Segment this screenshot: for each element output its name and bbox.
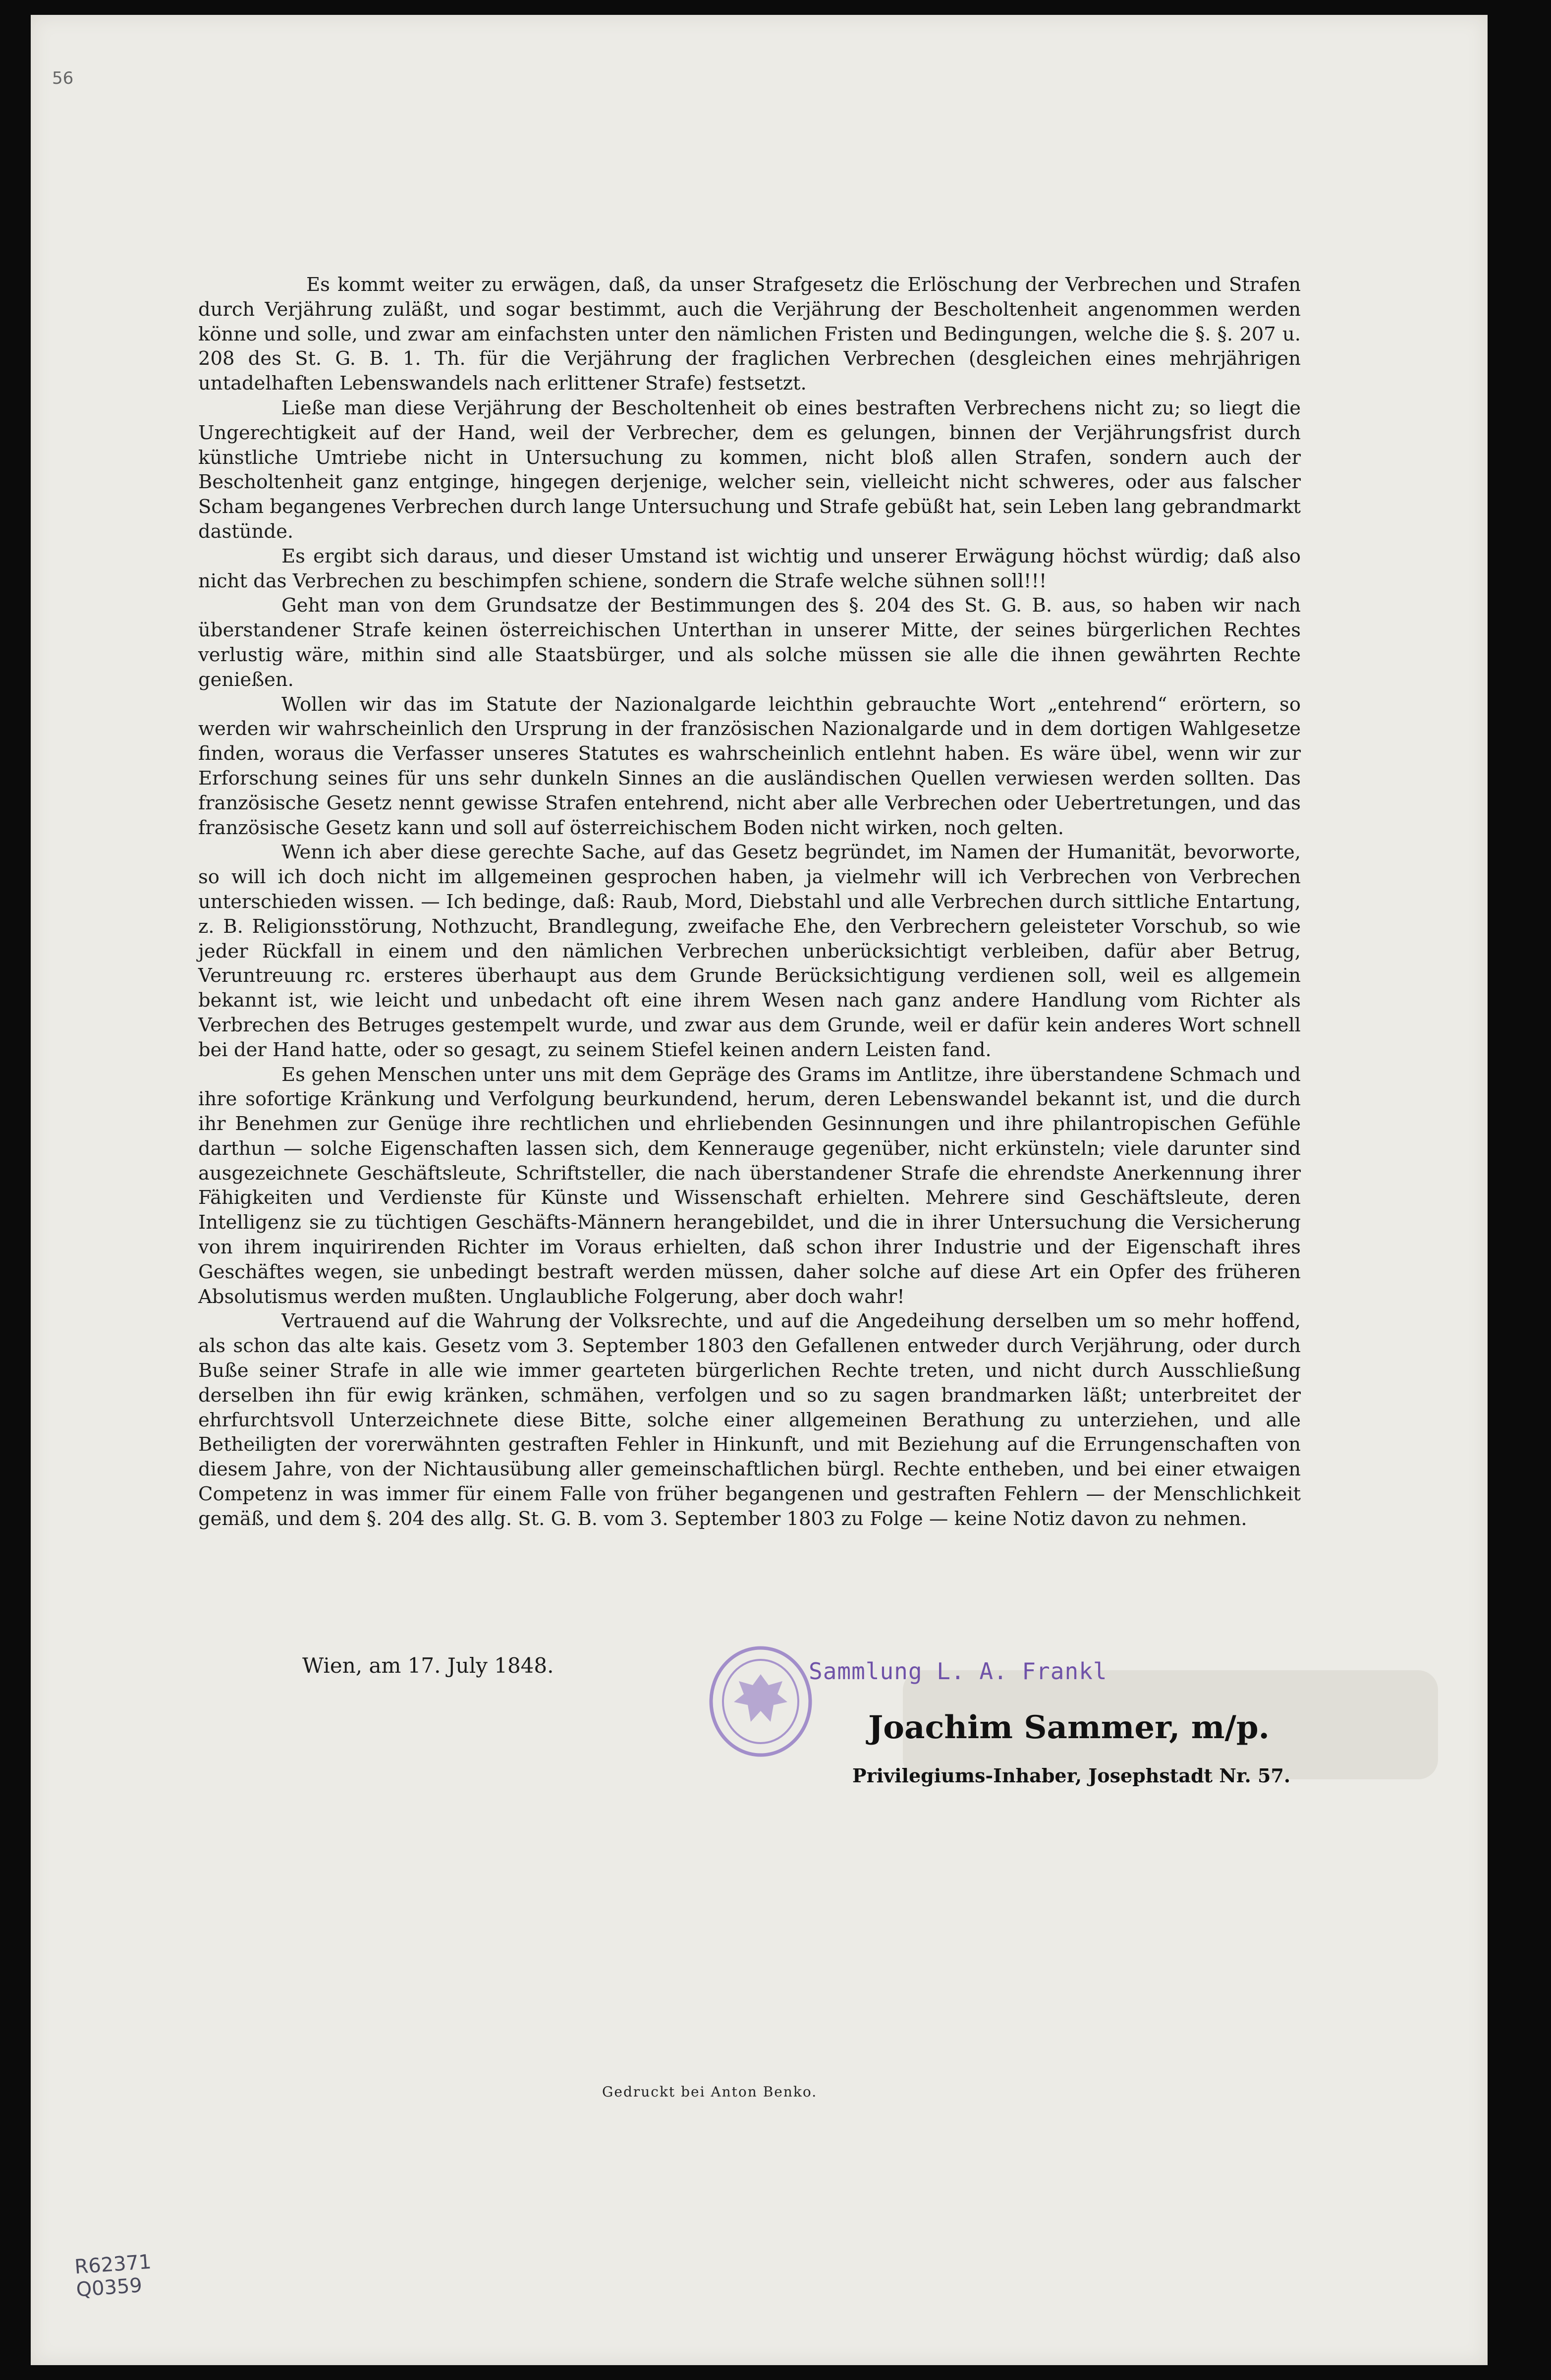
paragraph: Vertrauend auf die Wahrung der Volksrechte, und auf die Angedeihung derselben um so mehr hoffend, als schon das alte kais. Gesetz vom 3. September 1803 den Gefallenen entweder durch Verjährung, oder durch Buße seiner Strafe in alle wie immer gearteten bürgerlichen Rechte treten, und nicht durch Ausschließung derselben ihn für ewig kränken, schmähen, verfolgen und so zu sagen brandmarken läßt; unterbreitet der ehrfurchtsvoll Unterzeichnete diese Bitte, solche einer allgemeinen Berathung zu unterziehen, und alle Betheiligten der vorerwähnten gestraften Fehler in Hinkunft, und mit Beziehung auf die Errungenschaften von diesem Jahre, von der Nichtausübung aller gemeinschaftlichen bürgl. Rechte entheben, und bei einer etwaigen Competenz in was immer für einem Falle von früher begangenen und gestraften Fehlern — der Menschlichkeit gemäß, und dem §. 204 des allg. St. G. B. vom 3. September 1803 zu Folge — keine Notiz davon zu nehmen. (198, 1310, 1301, 1530)
shelfmark-line: R62371 (73, 2250, 152, 2279)
paragraph: Wenn ich aber diese gerechte Sache, auf das Gesetz begründet, im Namen der Humanität, bevorworte, so will ich doch nicht im allgemeinen gesprochen haben, ja vielmehr will ich Verbrechen von Verbrechen unterschieden wissen. — Ich bedinge, daß: Raub, Mord, Diebstahl und alle Verbrechen durch sittliche Entartung, z. B. Religionsstörung, Nothzucht, Brandlegung, zweifache Ehe, den Verbrechern geleisteter Vorschub, so wie jeder Rückfall in einem und den nämlichen Verbrechen unberücksichtigt verbleiben, dafür aber Betrug, Veruntreuung rc. ersteres überhaupt aus dem Grunde Berücksichtigung verdienen soll, weil es allgemein bekannt ist, wie leicht und unbedacht oft eine ihrem Wesen nach ganz andere Handlung vom Richter als Verbrechen des Betruges gestempelt wurde, und zwar aus dem Grunde, weil er dafür kein anderes Wort schnell bei der Hand hatte, oder so gesagt, zu seinem Stiefel keinen andern Leisten fand. (198, 841, 1301, 1061)
paragraph: Es ergibt sich daraus, und dieser Umstand ist wichtig und unserer Erwägung höchst würdig; daß also nicht das Verbrechen zu beschimpfen schiene, sondern die Strafe welche sühnen soll!!! (198, 545, 1301, 592)
date-line: Wien, am 17. July 1848. (302, 1653, 554, 1678)
shelfmark (74, 2251, 154, 2302)
shelfmark-line: Q0359 (75, 2274, 143, 2302)
printer-line: Gedruckt bei Anton Benko. (602, 2084, 818, 2100)
folio-mark: 56 (52, 68, 74, 88)
signature-title: Privilegiums-Inhaber, Josephstadt Nr. 57. (852, 1764, 1291, 1787)
signature: Joachim Sammer, m/p. (868, 1709, 1270, 1746)
paragraph: Es gehen Menschen unter uns mit dem Gepräge des Grams im Antlitze, ihre überstandene Schmach und ihre sofortige Kränkung und Verfolgung beurkundend, herum, deren Lebenswandel bekannt ist, und die durch ihr Benehmen zur Genüge ihre rechtlichen und ehrliebenden Gesinnungen und ihre philantropischen Gefühle darthun — solche Eigenschaften lassen sich, dem Kennerauge gegenüber, nicht erkünsteln; viele darunter sind ausgezeichnete Geschäftsleute, Schriftsteller, die nach überstandener Strafe die ehrendste Anerkennung ihrer Fähigkeiten und Verdienste für Künste und Wissenschaft erhielten. Mehrere sind Geschäftsleute, deren Intelligenz sie zu tüchtigen Geschäfts-Männern herangebildet, und die in ihrer Untersuchung die Versicherung von ihrem inquirirenden Richter im Voraus erhielten, daß schon ihrer Industrie und der Eigenschaft ihres Geschäftes wegen, sie unbedingt bestraft werden müssen, daher solche auf diese Art ein Opfer des früheren Absolutismus werden mußten. Unglaubliche Folgerung, aber doch wahr! (198, 1063, 1301, 1308)
paragraph: Es kommt weiter zu erwägen, daß, da unser Strafgesetz die Erlöschung der Verbrechen und Strafen durch Verjährung zuläßt, und sogar bestimmt, auch die Verjährung der Bescholtenheit angenommen werden könne und solle, und zwar am einfachsten unter den nämlichen Fristen und Bedingungen, welche die §. §. 207 u. 208 des St. G. B. 1. Th. für die Verjährung der fraglichen Verbrechen (desgleichen eines mehrjährigen untadelhaften Lebenswandels nach erlittener Strafe) festsetzt. (198, 274, 1301, 395)
paragraph: Wollen wir das im Statute der Nazionalgarde leichthin gebrauchte Wort „entehrend“ erörtern, so werden wir wahrscheinlich den Ursprung in der französischen Nazionalgarde und in dem dortigen Wahlgesetze finden, woraus die Verfasser unseres Statutes es wahrscheinlich entlehnt haben. Es wäre übel, wenn wir zur Erforschung seines für uns sehr dunkeln Sinnes an die ausländischen Quellen verwiesen werden sollten. Das französische Gesetz nennt gewisse Strafen entehrend, nicht aber alle Verbrechen oder Uebertretungen, und das französische Gesetz kann und soll auf österreichischem Boden nicht wirken, noch gelten. (198, 693, 1301, 839)
collection-stamp: Sammlung L. A. Frankl (809, 1658, 1108, 1685)
paragraph: Geht man von dem Grundsatze der Bestimmungen des §. 204 des St. G. B. aus, so haben wir nach überstandener Strafe keinen österreichischen Unterthan in unserer Mitte, der seines bürgerlichen Rechtes verlustig wäre, mithin sind alle Staatsbürger, und als solche müssen sie alle die ihnen gewährten Rechte genießen. (198, 594, 1301, 691)
library-seal-icon (704, 1644, 818, 1758)
paragraph: Ließe man diese Verjährung der Bescholtenheit ob eines bestraften Verbrechens nicht zu; so liegt die Ungerechtigkeit auf der Hand, weil der Verbrecher, dem es gelungen, binnen der Verjährungsfrist durch künstliche Umtriebe nicht in Untersuchung zu kommen, nicht bloß allen Strafen, sondern auch der Bescholtenheit ganz entginge, hingegen derjenige, welcher sein, vielleicht nicht schweres, oder aus falscher Scham begangenes Verbrechen durch lange Untersuchung und Strafe gebüßt hat, sein Leben lang gebrandmarkt dastünde. (198, 397, 1301, 543)
body-text (198, 273, 1301, 1531)
